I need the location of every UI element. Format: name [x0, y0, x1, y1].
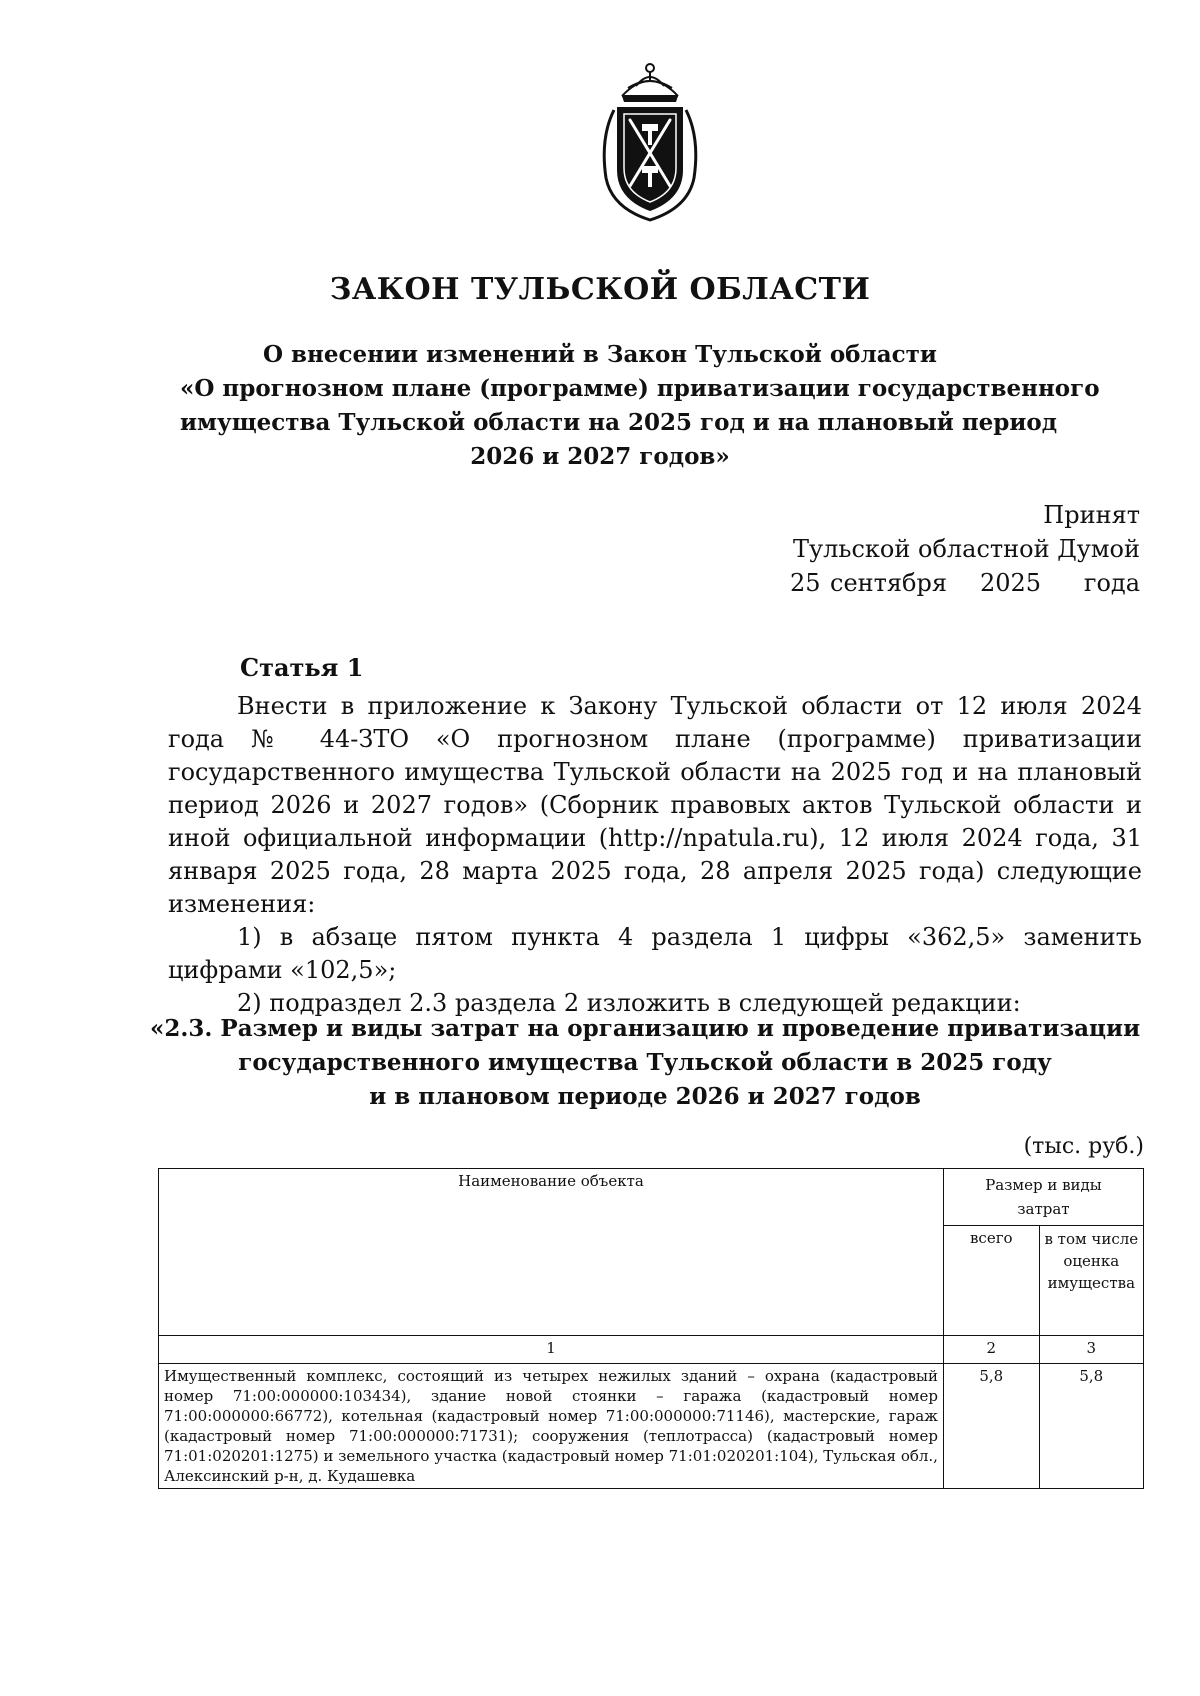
- adopted-year-word: года: [1083, 569, 1140, 597]
- article-heading: Статья 1: [240, 653, 364, 682]
- object-name: Имущественный комплекс, состоящий из четырех нежилых зданий – охрана (кадастровый номер 71:00:000000:103434), здание новой стоянки – гаража (кадастровый номер 71:00:000000:66772), котельная (кадастровый номер 71:00:000000:71146), мастерские, гараж (кадастровый номер 71:00:000000:71731); сооружения (теплотрасса) (кадастровый номер 71:01:020201:1275) и земельного участка (кадастровый номер 71:01:020201:104), Тульская обл., Алексинский р-н, д. Кудашевка: [159, 1364, 944, 1489]
- coat-of-arms-emblem: [592, 58, 708, 224]
- adopted-year: 2025: [980, 569, 1042, 597]
- column-number: 2: [943, 1336, 1039, 1364]
- subtitle-line: 2026 и 2027 годов»: [470, 443, 730, 470]
- law-title: ЗАКОН ТУЛЬСКОЙ ОБЛАСТИ: [329, 272, 871, 307]
- adopted-day: 25: [790, 569, 821, 597]
- privatization-costs-table: [158, 1168, 1144, 1489]
- table-row: [159, 1364, 1144, 1489]
- section-title-line: государственного имущества Тульской области в 2025 году: [238, 1049, 1052, 1076]
- subtitle-line: О внесении изменений в Закон Тульской области: [263, 341, 937, 368]
- subtitle-line: «О прогнозном плане (программе) приватизации государственного: [180, 375, 1100, 402]
- header-costs: Размер и виды затрат: [943, 1169, 1143, 1226]
- header-object-name: Наименование объекта: [159, 1169, 944, 1336]
- law-subtitle: [180, 338, 1100, 474]
- adoption-block: [790, 498, 1140, 600]
- adopted-label: Принят: [1043, 501, 1140, 529]
- article-body: [168, 690, 1142, 1020]
- section-title-line: и в плановом периоде 2026 и 2027 годов: [369, 1083, 921, 1110]
- adopted-date: [790, 566, 1140, 600]
- column-number: 1: [159, 1336, 944, 1364]
- section-title-line: «2.3. Размер и виды затрат на организацию и проведение приватизации: [150, 1015, 1141, 1042]
- subtitle-line: имущества Тульской области на 2025 год и на плановый период: [180, 409, 1058, 436]
- cost-valuation: 5,8: [1039, 1364, 1143, 1489]
- adopted-by: Тульской областной Думой: [793, 535, 1140, 563]
- column-number: 3: [1039, 1336, 1143, 1364]
- header-valuation: в том числе оценка имущества: [1039, 1226, 1143, 1336]
- header-total: всего: [943, 1226, 1039, 1336]
- currency-unit: (тыс. руб.): [1023, 1134, 1144, 1159]
- section-title: [150, 1012, 1140, 1114]
- cost-total: 5,8: [943, 1364, 1039, 1489]
- article-paragraph: Внести в приложение к Закону Тульской области от 12 июля 2024 года № 44-ЗТО «О прогнозном плане (программе) приватизации государственного имущества Тульской области на 2025 год и на плановый период 2026 и 2027 годов» (Сборник правовых актов Тульской области и иной официальной информации (http://npatula.ru), 12 июля 2024 года, 31 января 2025 года, 28 марта 2025 года, 28 апреля 2025 года) следующие изменения:: [168, 692, 1142, 918]
- adopted-month: сентября: [830, 569, 948, 597]
- article-paragraph: 1) в абзаце пятом пункта 4 раздела 1 цифры «362,5» заменить цифрами «102,5»;: [168, 923, 1142, 984]
- article-paragraph: 2) подраздел 2.3 раздела 2 изложить в следующей редакции:: [237, 989, 1021, 1017]
